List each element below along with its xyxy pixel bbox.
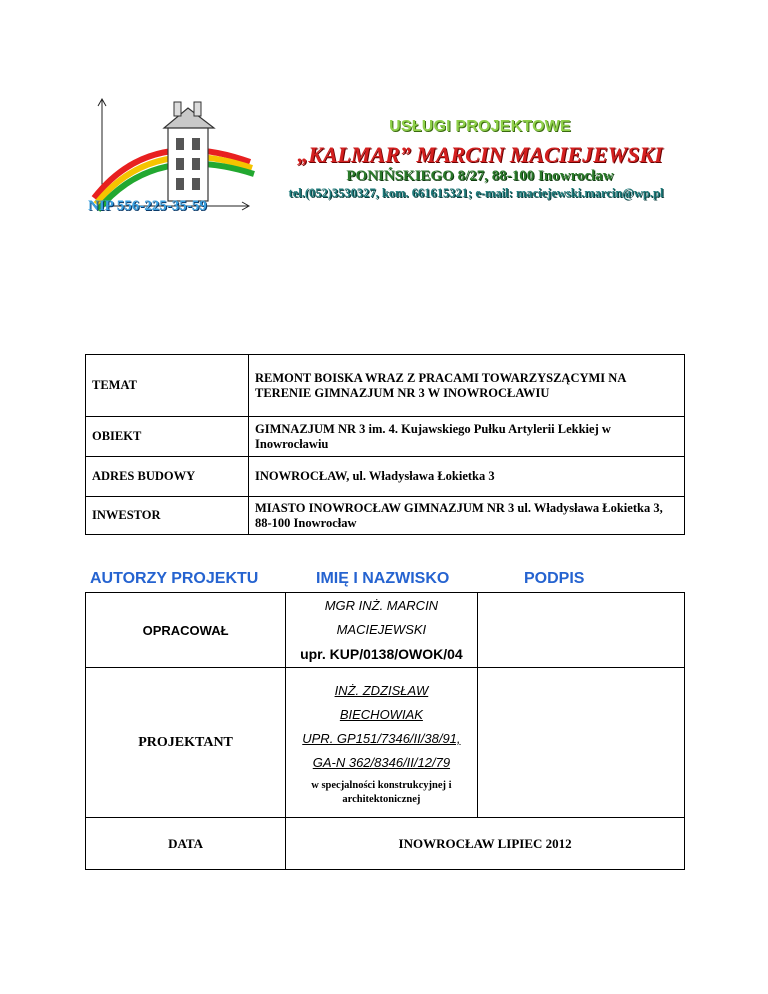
row-projektant [86, 668, 685, 818]
header-nip: NIP 556-225-35-59 [88, 198, 207, 214]
authors-header: AUTORZY PROJEKTU [90, 570, 259, 587]
name-header: IMIĘ I NAZWISKO [316, 570, 450, 587]
opracowal-name-line1: MGR INŻ. MARCIN [324, 598, 439, 613]
obiekt-label: OBIEKT [86, 417, 249, 457]
info-row-temat [86, 355, 685, 417]
row-data [86, 818, 685, 870]
projektant-specialty-1: w specjalności konstrukcyjnej i [311, 779, 452, 791]
signature-header: PODPIS [524, 570, 585, 587]
projektant-signature-cell [477, 668, 684, 818]
header-address: PONIŃSKIEGO 8/27, 88-100 Inowrocław [346, 168, 614, 184]
temat-label: TEMAT [86, 355, 249, 417]
adres-label: ADRES BUDOWY [86, 457, 249, 497]
header-services: USŁUGI PROJEKTOWE [389, 118, 571, 135]
adres-value: INOWROCŁAW, ul. Władysława Łokietka 3 [249, 457, 685, 497]
opracowal-name-line2: MACIEJEWSKI [336, 622, 427, 637]
inwestor-value: MIASTO INOWROCŁAW GIMNAZJUM NR 3 ul. Władysława Łokietka 3, 88-100 Inowrocław [249, 497, 685, 535]
projektant-specialty-2: architektonicznej [342, 793, 421, 805]
opracowal-license: upr. KUP/0138/OWOK/04 [300, 646, 463, 662]
project-info-table [85, 354, 685, 535]
info-row-obiekt [86, 417, 685, 457]
projektant-label: PROJEKTANT [138, 734, 233, 750]
row-opracowal [86, 593, 685, 668]
header-company-name: „KALMAR” MARCIN MACIEJEWSKI [297, 142, 663, 167]
header-contact: tel.(052)3530327, kom. 661615321; e-mail: maciejewski.marcin@wp.pl [288, 186, 664, 200]
info-row-inwestor [86, 497, 685, 535]
opracowal-signature-cell [477, 593, 684, 668]
projektant-license-1: UPR. GP151/7346/II/38/91, [302, 730, 461, 746]
data-value: INOWROCŁAW LIPIEC 2012 [286, 818, 685, 870]
opracowal-label: OPRACOWAŁ [142, 623, 229, 638]
obiekt-value: GIMNAZJUM NR 3 im. 4. Kujawskiego Pułku Artylerii Lekkiej w Inowrocławiu [249, 417, 685, 457]
projektant-name-line1: INŻ. ZDZISŁAW [334, 682, 429, 698]
info-row-adres [86, 457, 685, 497]
inwestor-label: INWESTOR [86, 497, 249, 535]
authors-table [85, 592, 685, 870]
data-label: DATA [168, 835, 204, 851]
temat-value: REMONT BOISKA WRAZ Z PRACAMI TOWARZYSZĄCYMI NA TERENIE GIMNAZJUM NR 3 W INOWROCŁAWIU [249, 355, 685, 417]
projektant-name-line2: BIECHOWIAK [339, 706, 423, 722]
projektant-license-2: GA-N 362/8346/II/12/79 [312, 754, 451, 770]
